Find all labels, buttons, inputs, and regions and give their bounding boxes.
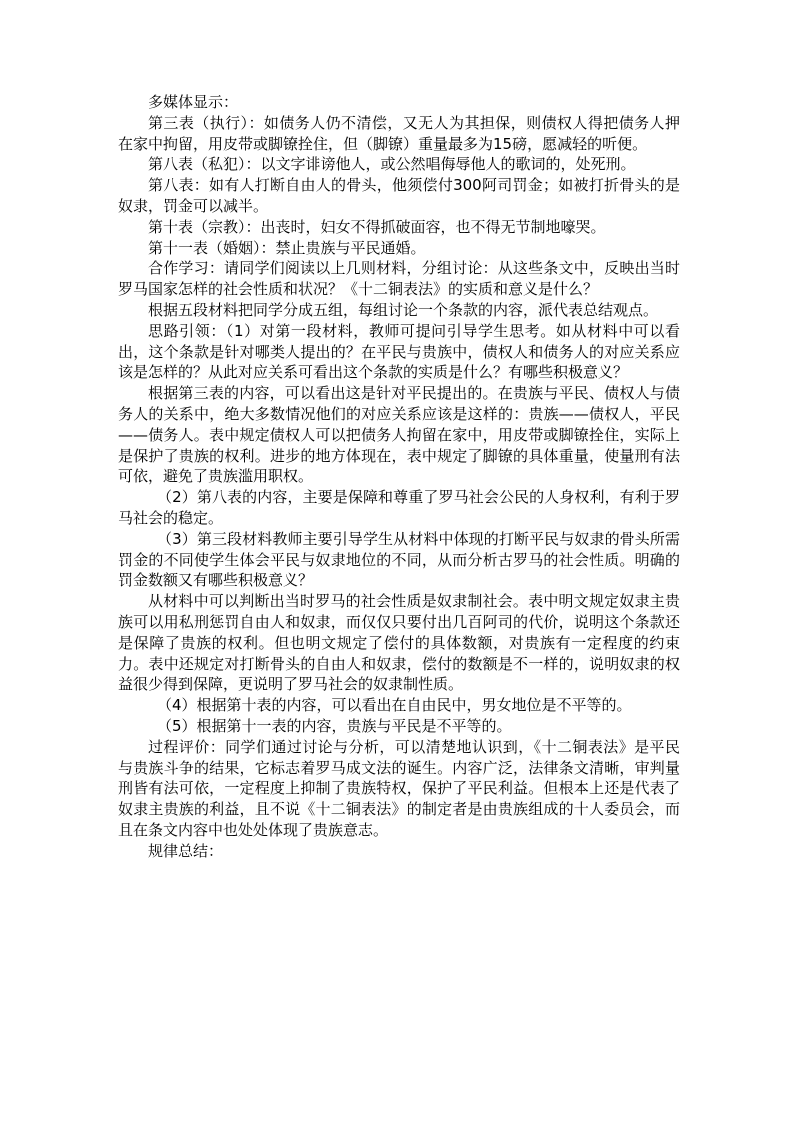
document-page [118,92,680,861]
paragraph-grouping: 根据五段材料把同学分成五组，每组讨论一个条款的内容，派代表总结观点。 [148,300,659,319]
paragraph-table-eleven: 第十一表（婚姻）：禁止贵族与平民通婚。 [148,238,426,257]
paragraph-table-ten: 第十表（宗教）：出丧时，妇女不得抓破面容，也不得无节制地嚎哭。 [148,217,606,236]
paragraph-cooperative-learning: 合作学习：请同学们阅读以上几则材料，分组讨论：从这些条文中，反映出当时罗马国家怎样的社会性质和状况？《十二铜表法》的实质和意义是什么？ [118,259,680,299]
paragraph-analysis-table-three: 根据第三表的内容，可以看出这是针对平民提出的。在贵族与平民、债权人与债务人的关系中，绝大多数情况他们的对应关系应该是这样的：贵族——债权人，平民——债务人。表中规定债权人可以把债务人拘留在家中，用皮带或脚镣拴住，实际上是保护了贵族的权利。进步的地方体现在，表中规定了脚镣的具体重量，使量刑有法可依，避免了贵族滥用职权。 [118,384,680,486]
paragraph-point-two: （2）第八表的内容，主要是保障和尊重了罗马社会公民的人身权利，有利于罗马社会的稳定。 [118,488,680,527]
paragraph-point-four: （4）根据第十表的内容，可以看出在自由民中，男女地位是不平等的。 [157,696,632,715]
paragraph-table-eight-bones: 第八表：如有人打断自由人的骨头，他须偿付300阿司罚金；如被打折骨头的是奴隶，罚金可以减半。 [118,176,680,215]
paragraph-table-three: 第三表（执行）：如债务人仍不清偿，又无人为其担保，则债权人得把债务人押在家中拘留，用皮带或脚镣拴住，但（脚镣）重量最多为15磅，愿减轻的听便。 [118,113,680,153]
paragraph-table-eight-private: 第八表（私犯）：以文字诽谤他人，或公然唱侮辱他人的歌词的，处死刑。 [148,155,636,174]
paragraph-summary-heading: 规律总结： [148,841,224,860]
paragraph-point-five: （5）根据第十一表的内容，贵族与平民是不平等的。 [157,716,512,735]
paragraph-slavery-analysis: 从材料中可以判断出当时罗马的社会性质是奴隶制社会。表中明文规定奴隶主贵族可以用私刑惩罚自由人和奴隶，而仅仅只要付出几百阿司的代价，说明这个条款还是保障了贵族的权利。但也明文规定了偿付的具体数额，对贵族有一定程度的约束力。表中还规定对打断骨头的自由人和奴隶，偿付的数额是不一样的，说明奴隶的权益很少得到保障，更说明了罗马社会的奴隶制性质。 [118,592,680,694]
paragraph-point-three: （3）第三段材料教师主要引导学生从材料中体现的打断平民与奴隶的骨头所需罚金的不同使学生体会平民与奴隶地位的不同，从而分析古罗马的社会性质。明确的罚金数额又有哪些积极意义？ [118,529,680,590]
paragraph-multimedia: 多媒体显示： [148,93,239,111]
paragraph-thinking-guide: 思路引领：（1）对第一段材料，教师可提问引导学生思考。如从材料中可以看出，这个条款是针对哪类人提出的？在平民与贵族中，债权人和债务人的对应关系应该是怎样的？从此对应关系可看出这个条款的实质是什么？有哪些积极意义？ [118,321,680,382]
paragraph-process-evaluation: 过程评价：同学们通过讨论与分析，可以清楚地认识到，《十二铜表法》是平民与贵族斗争的结果，它标志着罗马成文法的诞生。内容广泛，法律条文清晰，审判量刑皆有法可依，一定程度上抑制了贵族特权，保护了平民利益。但根本上还是代表了奴隶主贵族的利益，且不说《十二铜表法》的制定者是由贵族组成的十人委员会，而且在条文内容中也处处体现了贵族意志。 [118,737,680,839]
